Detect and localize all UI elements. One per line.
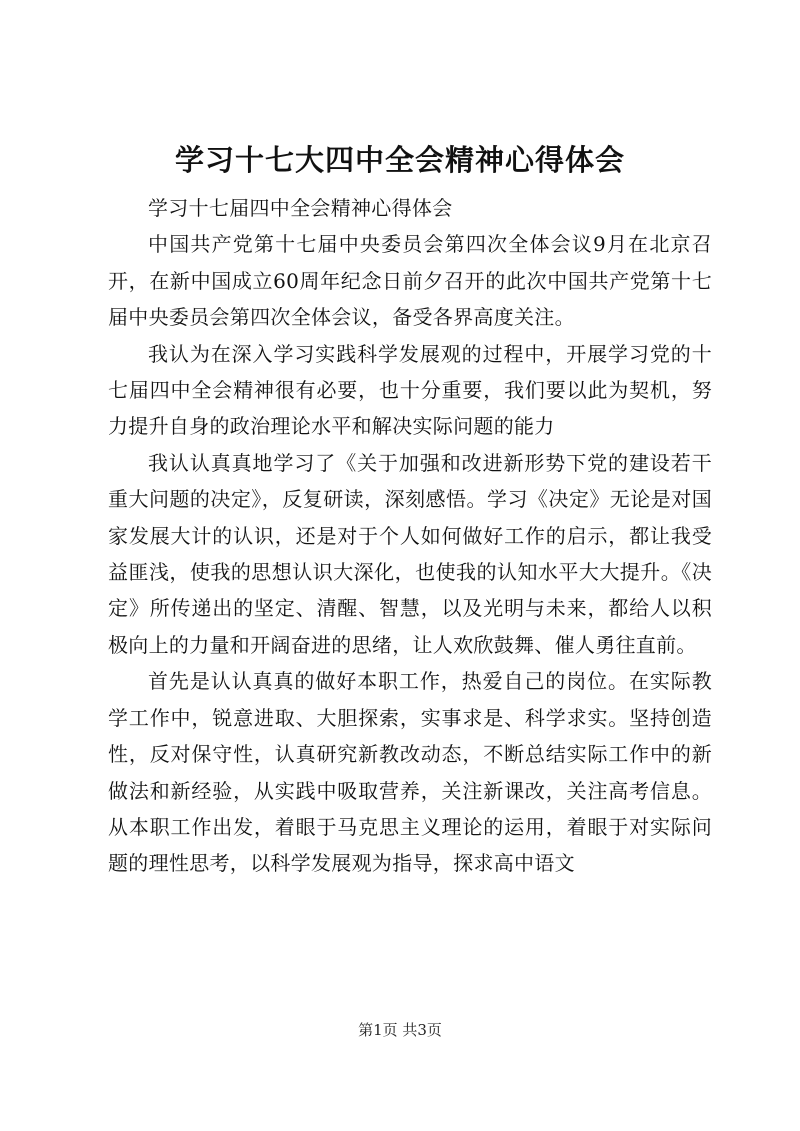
page-number-footer: 第1页 共3页 <box>358 1021 442 1039</box>
body-paragraph: 我认为在深入学习实践科学发展观的过程中，开展学习党的十七届四中全会精神很有必要，也十分重要，我们要以此为契机，努力提升自身的政治理论水平和解决实际问题的能力 <box>108 341 712 439</box>
body-paragraph: 我认认真真地学习了《关于加强和改进新形势下党的建设若干重大问题的决定》，反复研读，深刻感悟。学习《决定》无论是对国家发展大计的认识，还是对于个人如何做好工作的启示，都让我受益匪浅，使我的思想认识大深化，也使我的认知水平大大提升。《决定》所传递出的坚定、清醒、智慧，以及光明与未来，都给人以积极向上的力量和开阔奋进的思绪，让人欢欣鼓舞、催人勇往直前。 <box>108 450 712 657</box>
document-title: 学习十七大四中全会精神心得体会 <box>174 143 625 177</box>
body-paragraph: 中国共产党第十七届中央委员会第四次全体会议9月在北京召开，在新中国成立60周年纪念日前夕召开的此次中国共产党第十七届中央委员会第四次全体会议，备受各界高度关注。 <box>108 232 712 330</box>
document-body <box>108 190 712 882</box>
subtitle-paragraph: 学习十七届四中全会精神心得体会 <box>148 196 453 220</box>
body-paragraph: 首先是认认真真的做好本职工作，热爱自己的岗位。在实际教学工作中，锐意进取、大胆探索，实事求是、科学求实。坚持创造性，反对保守性，认真研究新教改动态，不断总结实际工作中的新做法和新经验，从实践中吸取营养，关注新课改，关注高考信息。从本职工作出发，着眼于马克思主义理论的运用，着眼于对实际问题的理性思考，以科学发展观为指导，探求高中语文 <box>108 669 712 876</box>
